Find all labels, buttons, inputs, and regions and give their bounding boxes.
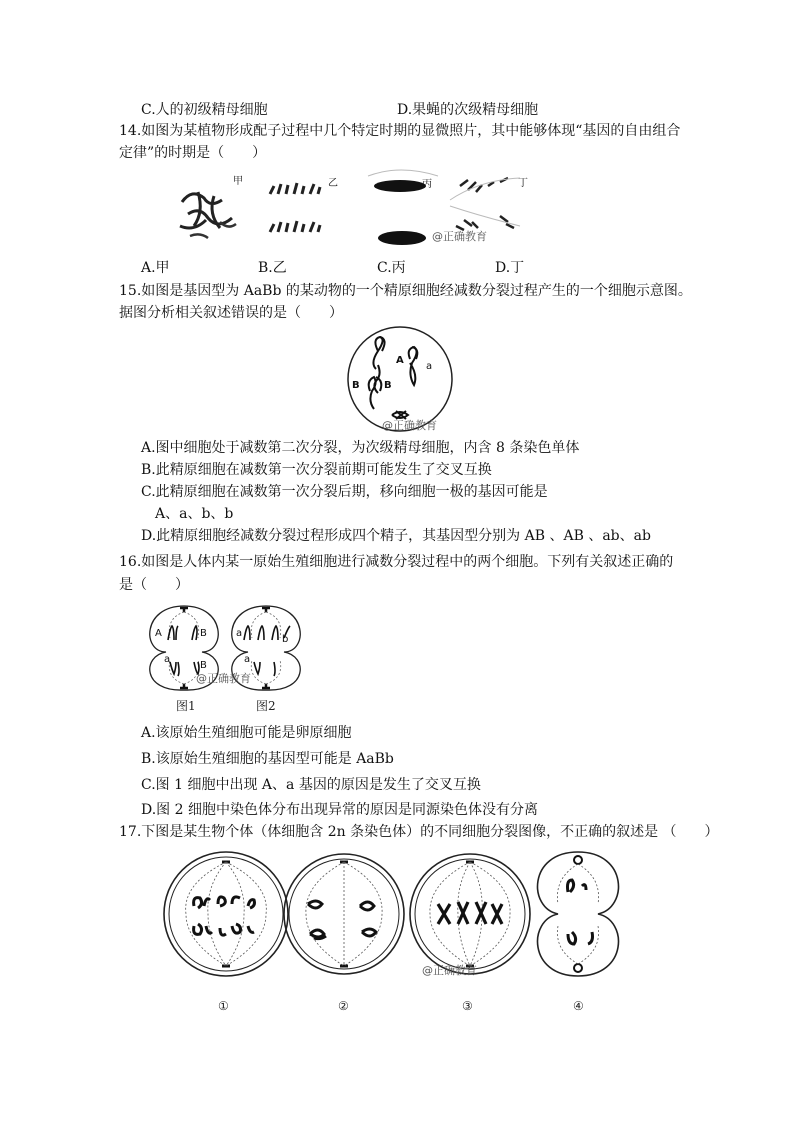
q16-fig2-gene-a-upper: a: [236, 628, 243, 639]
q15-stem-line2: 据图分析相关叙述错误的是（ ）: [119, 305, 343, 321]
q17-cell-3: [410, 854, 530, 974]
q14-label-yi: 乙: [328, 178, 338, 189]
q14-panel-ding: [450, 178, 520, 230]
q16-stem-line2: 是（ ）: [119, 577, 189, 593]
q15-option-a: A.图中细胞处于减数第二次分裂，为次级精母细胞，内含 8 条染色单体: [141, 440, 580, 456]
q14-watermark: @正确教育: [432, 230, 487, 243]
q15-gene-b-right: B: [384, 380, 392, 391]
q15-gene-a-upper: A: [396, 355, 404, 366]
q17-label-4: ④: [573, 999, 584, 1013]
q16-fig1-gene-b-upper: B: [200, 628, 207, 639]
q15-gene-b-left: B: [352, 380, 360, 391]
q15-watermark: @正确教育: [382, 419, 437, 432]
q17-cell-1: [164, 852, 288, 976]
q16-cell-figures: [144, 602, 314, 714]
q17-cell-4: [538, 852, 619, 976]
q16-caption-2: 图2: [256, 699, 276, 713]
q14-panel-jia: [180, 192, 236, 238]
q17-label-3: ③: [462, 999, 473, 1013]
q15-cell-diagram: [340, 325, 460, 433]
q14-stem-line1: 14.如图为某植物形成配子过程中几个特定时期的显微照片，其中能够体现“基因的自由组合: [119, 123, 681, 139]
q16-option-b: B.该原始生殖细胞的基因型可能是 AaBb: [141, 751, 394, 767]
q16-fig1-gene-a-upper: A: [155, 628, 162, 639]
q17-label-1: ①: [218, 999, 229, 1013]
q14-panel-yi: [270, 183, 320, 232]
q16-stem-line1: 16.如图是人体内某一原始生殖细胞进行减数分裂过程中的两个细胞。下列有关叙述正确的: [119, 554, 674, 570]
q14-option-d: D.丁: [495, 260, 525, 276]
q15-option-c-line1: C.此精原细胞在减数第一次分裂后期，移向细胞一极的基因可能是: [141, 484, 548, 500]
q16-option-d: D.图 2 细胞中染色体分布出现异常的原因是同源染色体没有分离: [141, 802, 538, 818]
q17-cell-2: [284, 854, 404, 974]
q15-option-c-line2: A、a、b、b: [155, 506, 234, 522]
q14-micrograph-figure: [170, 166, 540, 258]
q16-watermark: @正确教育: [196, 672, 251, 685]
q14-stem-line2: 定律”的时期是（ ）: [119, 145, 267, 161]
q17-cell-division-figures: [158, 848, 634, 1018]
q14-label-bing: 丙: [422, 179, 432, 190]
q14-label-jia: 甲: [233, 176, 243, 187]
q16-option-c: C.图 1 细胞中出现 A、a 基因的原因是发生了交叉互换: [141, 777, 481, 793]
q17-watermark: @正确教育: [422, 964, 477, 977]
q15-gene-a-lower: a: [426, 361, 433, 372]
q16-fig2-gene-a-lower: a: [244, 654, 251, 665]
q16-fig1-gene-a-lower: a: [164, 654, 171, 665]
q15-stem-line1: 15.如图是基因型为 AaBb 的某动物的一个精原细胞经减数分裂过程产生的一个细胞示意图。: [119, 283, 692, 299]
q16-fig2-gene-b-upper: b: [282, 634, 289, 645]
q14-option-c: C.丙: [377, 260, 406, 276]
q14-option-b: B.乙: [258, 260, 287, 276]
q14-option-a: A.甲: [141, 260, 170, 276]
q13-option-c: C.人的初级精母细胞: [141, 102, 268, 118]
q16-option-a: A.该原始生殖细胞可能是卵原细胞: [141, 725, 352, 741]
q14-label-ding: 丁: [518, 178, 528, 189]
q15-option-b: B.此精原细胞在减数第一次分裂前期可能发生了交叉互换: [141, 462, 492, 478]
q17-stem: 17.下图是某生物个体（体细胞含 2n 条染色体）的不同细胞分裂图像，不正确的叙述是 （ ）: [119, 824, 719, 840]
q16-fig1-gene-b-lower: B: [200, 660, 207, 671]
q16-caption-1: 图1: [176, 699, 196, 713]
q15-option-d: D.此精原细胞经减数分裂过程形成四个精子，其基因型分别为 AB 、AB 、ab、ab: [141, 528, 651, 544]
q13-option-d: D.果蝇的次级精母细胞: [397, 102, 539, 118]
q17-label-2: ②: [338, 999, 349, 1013]
